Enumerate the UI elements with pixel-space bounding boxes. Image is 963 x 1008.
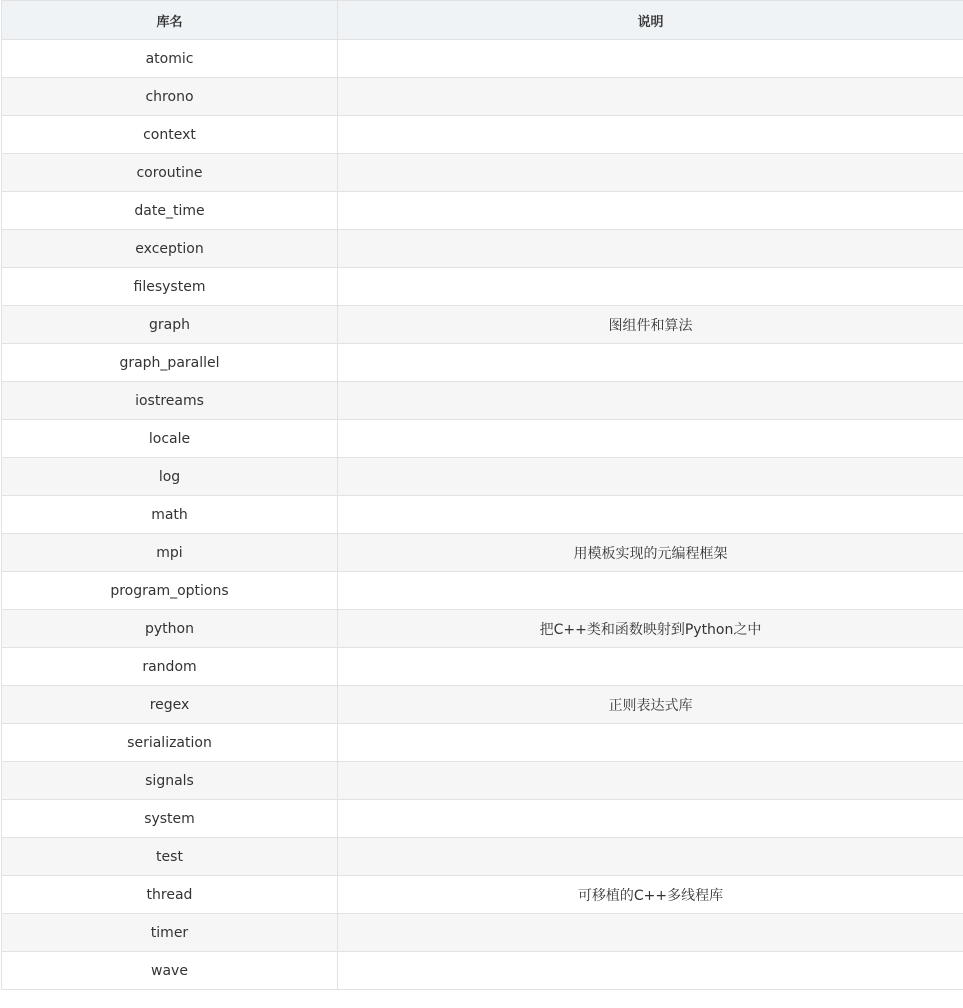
library-name-cell: system	[2, 800, 338, 838]
library-name-cell: math	[2, 496, 338, 534]
description-cell	[338, 268, 963, 306]
description-cell	[338, 458, 963, 496]
library-name-cell: context	[2, 116, 338, 154]
table-row	[2, 534, 963, 572]
table-row	[2, 420, 963, 458]
description-cell	[338, 762, 963, 800]
library-name-cell: test	[2, 838, 338, 876]
description-cell	[338, 382, 963, 420]
library-table	[1, 0, 963, 990]
header-row	[2, 1, 963, 40]
description-cell	[338, 800, 963, 838]
description-cell	[338, 116, 963, 154]
library-name-cell: signals	[2, 762, 338, 800]
library-name-cell: python	[2, 610, 338, 648]
library-name-cell: graph_parallel	[2, 344, 338, 382]
description-cell	[338, 572, 963, 610]
description-cell	[338, 838, 963, 876]
library-name-cell: wave	[2, 952, 338, 990]
table-row	[2, 648, 963, 686]
library-name-cell: atomic	[2, 40, 338, 78]
table-row	[2, 952, 963, 990]
table-row	[2, 78, 963, 116]
table-row	[2, 344, 963, 382]
library-name-cell: mpi	[2, 534, 338, 572]
library-name-cell: locale	[2, 420, 338, 458]
description-cell	[338, 40, 963, 78]
description-cell: 正则表达式库	[338, 686, 963, 724]
library-name-cell: random	[2, 648, 338, 686]
table-row	[2, 382, 963, 420]
library-name-cell: thread	[2, 876, 338, 914]
library-name-cell: date_time	[2, 192, 338, 230]
table-row	[2, 610, 963, 648]
table-row	[2, 914, 963, 952]
table-row	[2, 496, 963, 534]
description-cell: 可移植的C++多线程库	[338, 876, 963, 914]
library-name-cell: exception	[2, 230, 338, 268]
header-library-name: 库名	[2, 1, 338, 40]
table-row	[2, 306, 963, 344]
description-cell	[338, 344, 963, 382]
description-cell: 用模板实现的元编程框架	[338, 534, 963, 572]
library-name-cell: filesystem	[2, 268, 338, 306]
table-row	[2, 40, 963, 78]
description-cell	[338, 192, 963, 230]
table-row	[2, 458, 963, 496]
table-row	[2, 192, 963, 230]
table-row	[2, 230, 963, 268]
library-name-cell: regex	[2, 686, 338, 724]
library-name-cell: iostreams	[2, 382, 338, 420]
table-body	[2, 40, 963, 990]
table-row	[2, 800, 963, 838]
description-cell	[338, 496, 963, 534]
table-row	[2, 762, 963, 800]
table-row	[2, 268, 963, 306]
description-cell	[338, 78, 963, 116]
description-cell	[338, 648, 963, 686]
table-row	[2, 116, 963, 154]
table-header	[2, 1, 963, 40]
library-name-cell: graph	[2, 306, 338, 344]
description-cell: 把C++类和函数映射到Python之中	[338, 610, 963, 648]
description-cell	[338, 230, 963, 268]
library-name-cell: timer	[2, 914, 338, 952]
description-cell	[338, 914, 963, 952]
description-cell	[338, 154, 963, 192]
library-name-cell: coroutine	[2, 154, 338, 192]
table-row	[2, 154, 963, 192]
header-description: 说明	[338, 1, 963, 40]
table-row	[2, 876, 963, 914]
table-row	[2, 838, 963, 876]
table-row	[2, 572, 963, 610]
description-cell: 图组件和算法	[338, 306, 963, 344]
description-cell	[338, 420, 963, 458]
table-row	[2, 724, 963, 762]
table-row	[2, 686, 963, 724]
library-name-cell: program_options	[2, 572, 338, 610]
library-name-cell: log	[2, 458, 338, 496]
library-name-cell: serialization	[2, 724, 338, 762]
description-cell	[338, 724, 963, 762]
library-name-cell: chrono	[2, 78, 338, 116]
description-cell	[338, 952, 963, 990]
